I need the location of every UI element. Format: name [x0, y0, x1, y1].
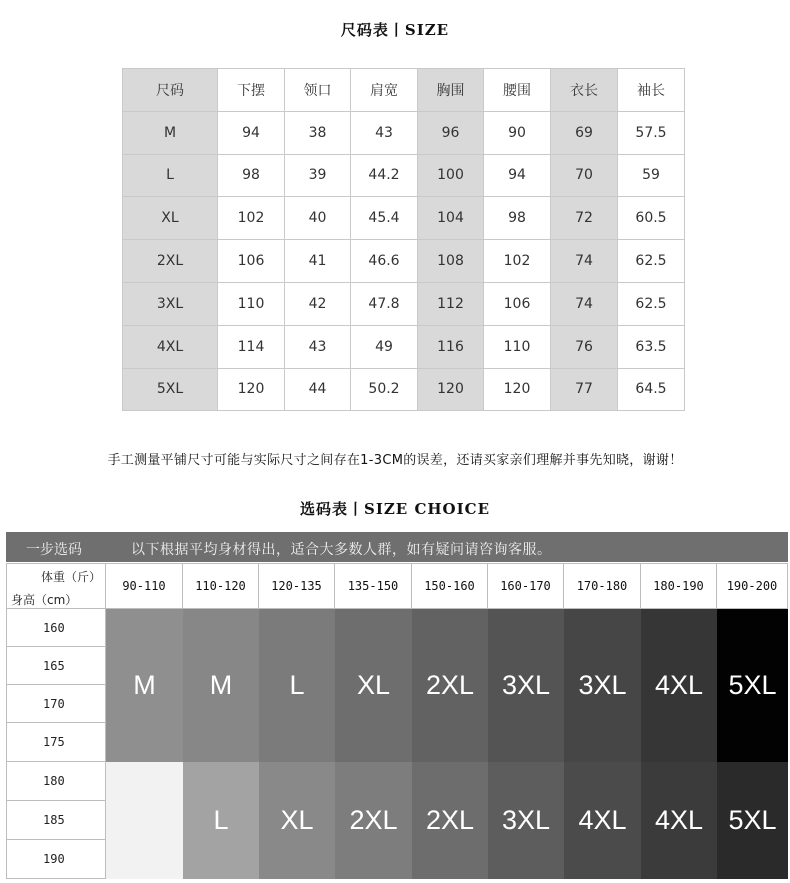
size-table-cell: 100	[418, 154, 484, 197]
weight-range-cell: 110-120	[183, 563, 259, 609]
size-table-cell: 76	[551, 325, 618, 368]
weight-range-cell: 90-110	[106, 563, 183, 609]
size-table-cell: 57.5	[618, 111, 685, 154]
size-table-cell: 98	[484, 197, 551, 240]
size-table-cell: 49	[351, 325, 418, 368]
lower-size-block: L	[183, 762, 259, 879]
weight-range-cell: 150-160	[412, 563, 488, 609]
table-row	[123, 325, 685, 368]
height-cell: 185	[6, 801, 106, 840]
size-table-cell: 106	[218, 240, 285, 283]
size-table-cell: 90	[484, 111, 551, 154]
weight-range-cell: 190-200	[717, 563, 788, 609]
height-cell: 170	[6, 685, 106, 723]
lower-size-block: 2XL	[412, 762, 488, 879]
size-table-cell: L	[123, 154, 218, 197]
size-table-cell: 102	[218, 197, 285, 240]
size-table-cell: 110	[484, 325, 551, 368]
height-cell: 165	[6, 647, 106, 685]
size-table-cell: 69	[551, 111, 618, 154]
size-table-cell: 116	[418, 325, 484, 368]
size-table-cell: 104	[418, 197, 484, 240]
upper-size-block: 3XL	[488, 609, 564, 762]
size-table-cell: 106	[484, 282, 551, 325]
upper-size-block: M	[183, 609, 259, 762]
size-table	[122, 68, 685, 411]
weight-range-cell: 170-180	[564, 563, 641, 609]
size-table-cell: 39	[285, 154, 351, 197]
upper-size-block: 2XL	[412, 609, 488, 762]
upper-size-block: L	[259, 609, 335, 762]
size-table-title: 尺码表丨SIZE	[340, 21, 450, 39]
lower-size-block	[106, 762, 183, 879]
size-table-cell: 2XL	[123, 240, 218, 283]
size-table-cell: 96	[418, 111, 484, 154]
size-choice-step-label: 一步选码	[26, 542, 82, 558]
lower-size-block: 5XL	[717, 762, 788, 879]
upper-size-block: 3XL	[564, 609, 641, 762]
size-table-cell: 64.5	[618, 368, 685, 411]
size-table-cell: 50.2	[351, 368, 418, 411]
size-table-header-cell: 尺码	[123, 69, 218, 112]
size-table-cell: M	[123, 111, 218, 154]
height-axis-label: 身高（cm）	[11, 593, 78, 607]
size-table-header-cell: 肩宽	[351, 69, 418, 112]
size-table-cell: 46.6	[351, 240, 418, 283]
size-table-cell: 45.4	[351, 197, 418, 240]
height-cell: 175	[6, 723, 106, 762]
size-table-cell: 41	[285, 240, 351, 283]
size-table-header-cell: 胸围	[418, 69, 484, 112]
size-table-cell: 77	[551, 368, 618, 411]
size-table-cell: 94	[484, 154, 551, 197]
size-table-cell: 72	[551, 197, 618, 240]
upper-size-block: M	[106, 609, 183, 762]
size-table-cell: 74	[551, 240, 618, 283]
weight-range-cell: 180-190	[641, 563, 717, 609]
height-cell: 160	[6, 609, 106, 647]
weight-range-cell: 120-135	[259, 563, 335, 609]
size-table-header-cell: 领口	[285, 69, 351, 112]
height-cell: 190	[6, 840, 106, 879]
size-table-cell: 110	[218, 282, 285, 325]
size-table-cell: 3XL	[123, 282, 218, 325]
size-table-cell: 120	[418, 368, 484, 411]
size-table-header-cell: 腰围	[484, 69, 551, 112]
size-table-header-row	[123, 69, 685, 112]
size-table-cell: 112	[418, 282, 484, 325]
table-row	[123, 282, 685, 325]
size-table-cell: 43	[285, 325, 351, 368]
size-table-cell: 43	[351, 111, 418, 154]
size-table-cell: 62.5	[618, 240, 685, 283]
size-table-cell: 102	[484, 240, 551, 283]
upper-size-block: 4XL	[641, 609, 717, 762]
size-table-header-cell: 衣长	[551, 69, 618, 112]
table-row	[123, 197, 685, 240]
lower-size-block: 3XL	[488, 762, 564, 879]
weight-range-cell: 160-170	[488, 563, 564, 609]
size-table-cell: 60.5	[618, 197, 685, 240]
weight-range-cell: 135-150	[335, 563, 412, 609]
size-table-cell: 74	[551, 282, 618, 325]
table-row	[123, 240, 685, 283]
size-table-cell: 63.5	[618, 325, 685, 368]
size-table-cell: 47.8	[351, 282, 418, 325]
height-cell: 180	[6, 762, 106, 801]
size-table-cell: 94	[218, 111, 285, 154]
size-table-cell: 44	[285, 368, 351, 411]
upper-size-block: XL	[335, 609, 412, 762]
table-row	[123, 111, 685, 154]
table-row	[123, 154, 685, 197]
lower-size-block: XL	[259, 762, 335, 879]
measurement-note: 手工测量平铺尺寸可能与实际尺寸之间存在1-3CM的误差，还请买家亲们理解并事先知晓，谢谢！	[107, 453, 683, 468]
size-table-cell: 108	[418, 240, 484, 283]
upper-size-block: 5XL	[717, 609, 788, 762]
size-table-cell: 40	[285, 197, 351, 240]
size-table-cell: 120	[218, 368, 285, 411]
size-table-cell: XL	[123, 197, 218, 240]
size-table-header-cell: 下摆	[218, 69, 285, 112]
lower-size-block: 2XL	[335, 762, 412, 879]
size-choice-title: 选码表丨SIZE CHOICE	[299, 500, 491, 518]
size-table-cell: 98	[218, 154, 285, 197]
size-choice-header	[6, 532, 788, 562]
size-table-cell: 70	[551, 154, 618, 197]
size-table-cell: 38	[285, 111, 351, 154]
size-table-cell: 114	[218, 325, 285, 368]
size-choice-description: 以下根据平均身材得出，适合大多数人群，如有疑问请咨询客服。	[131, 542, 552, 558]
size-table-cell: 5XL	[123, 368, 218, 411]
table-row	[123, 368, 685, 411]
size-table-cell: 120	[484, 368, 551, 411]
size-table-header-cell: 袖长	[618, 69, 685, 112]
lower-size-block: 4XL	[564, 762, 641, 879]
size-table-cell: 44.2	[351, 154, 418, 197]
lower-size-block: 4XL	[641, 762, 717, 879]
size-table-cell: 62.5	[618, 282, 685, 325]
size-table-cell: 59	[618, 154, 685, 197]
size-table-cell: 4XL	[123, 325, 218, 368]
size-table-cell: 42	[285, 282, 351, 325]
axis-label-cell	[6, 563, 106, 609]
weight-axis-label: 体重（斤）	[40, 570, 101, 584]
